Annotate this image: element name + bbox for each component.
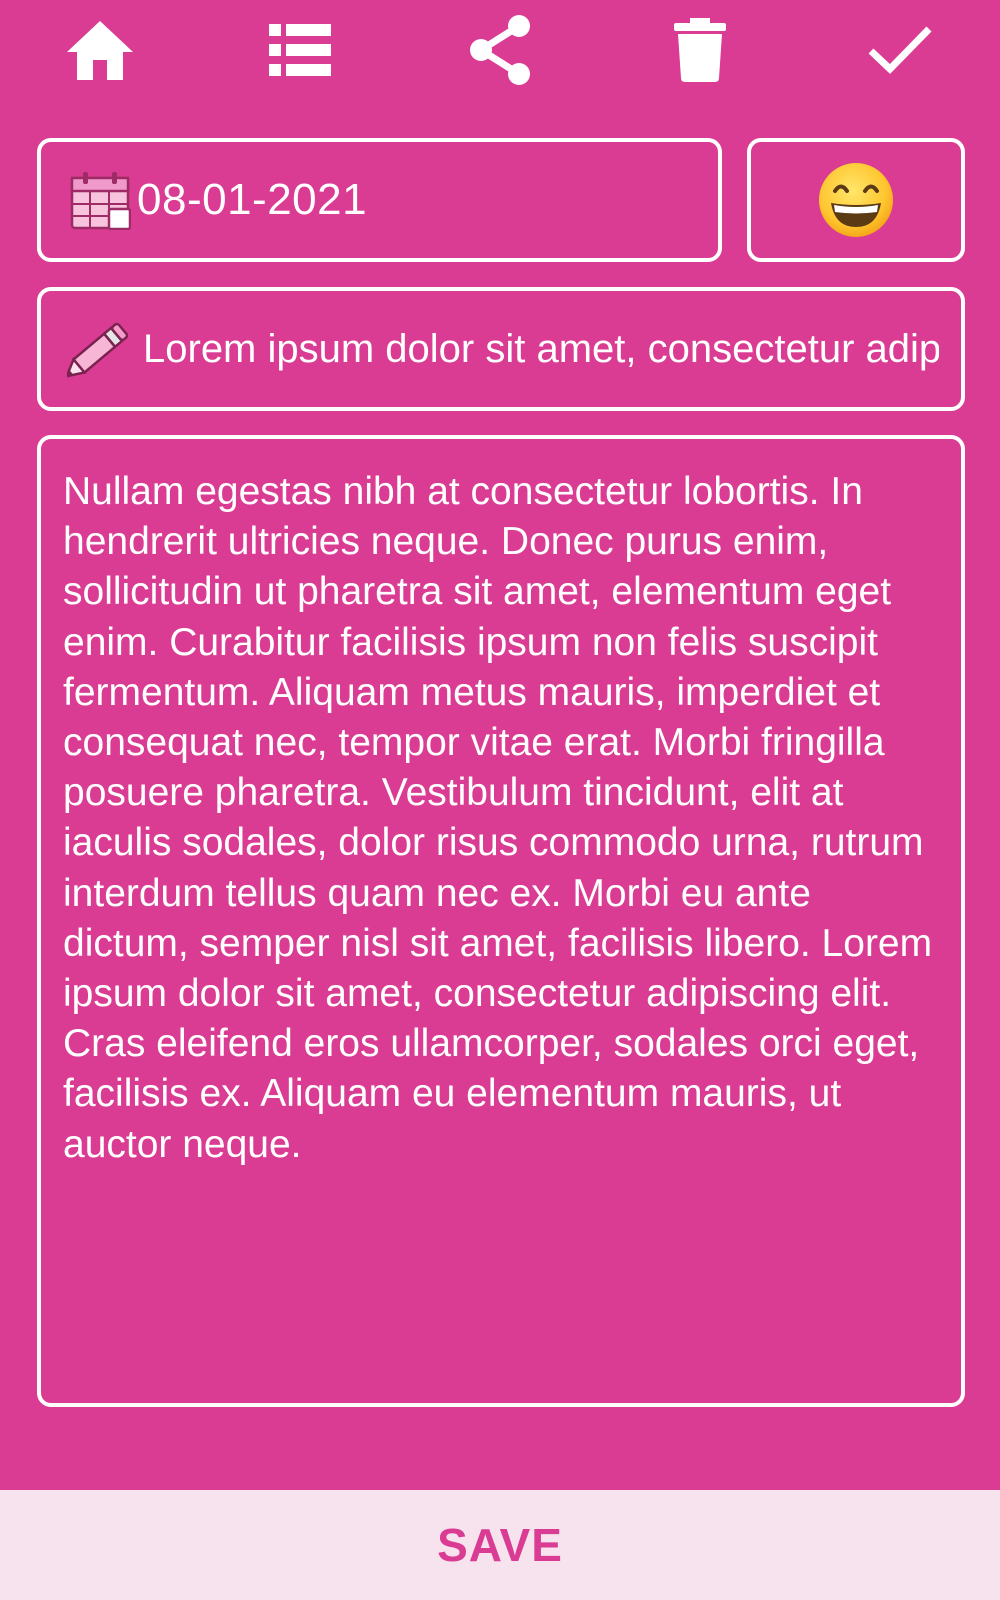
check-icon — [868, 25, 932, 75]
share-button[interactable] — [458, 8, 542, 92]
save-button[interactable] — [0, 1490, 1000, 1600]
top-toolbar — [0, 0, 1000, 100]
date-value: 08-01-2021 — [137, 175, 368, 224]
body-text: Nullam egestas nibh at consectetur lobortis. In hendrerit ultricies neque. Donec purus enim, sollicitudin ut pharetra sit amet, elementum eget enim. Curabitur facilisis ipsum non felis suscipit fermentum. Aliquam metus mauris, imperdiet et consequat nec, tempor vitae erat. Morbi fringilla posuere pharetra. Vestibulum tincidunt, elit at iaculis sodales, dolor risus commodo urna, rutrum interdum tellus quam nec ex. Morbi eu ante dictum, semper nisl sit amet, facilisis libero. Lorem ipsum dolor sit amet, consectetur adipiscing elit. Cras eleifend eros ullamcorper, sodales orci eget, facilisis ex. Aliquam eu elementum mauris, ut auctor neque. — [63, 470, 933, 1166]
mood-selector[interactable] — [747, 138, 965, 262]
list-button[interactable] — [258, 8, 342, 92]
grinning-face-emoji — [817, 161, 895, 239]
date-field[interactable] — [37, 138, 722, 262]
share-icon — [467, 14, 533, 86]
list-icon — [269, 24, 331, 76]
calendar-icon — [69, 170, 131, 230]
save-label: SAVE — [437, 1519, 563, 1571]
home-icon — [65, 18, 135, 82]
delete-button[interactable] — [658, 8, 742, 92]
trash-icon — [674, 18, 726, 82]
title-input[interactable] — [143, 324, 939, 374]
confirm-button[interactable] — [858, 8, 942, 92]
home-button[interactable] — [58, 8, 142, 92]
body-textarea[interactable] — [37, 435, 965, 1407]
pencil-icon — [67, 316, 133, 382]
title-field[interactable] — [37, 287, 965, 411]
